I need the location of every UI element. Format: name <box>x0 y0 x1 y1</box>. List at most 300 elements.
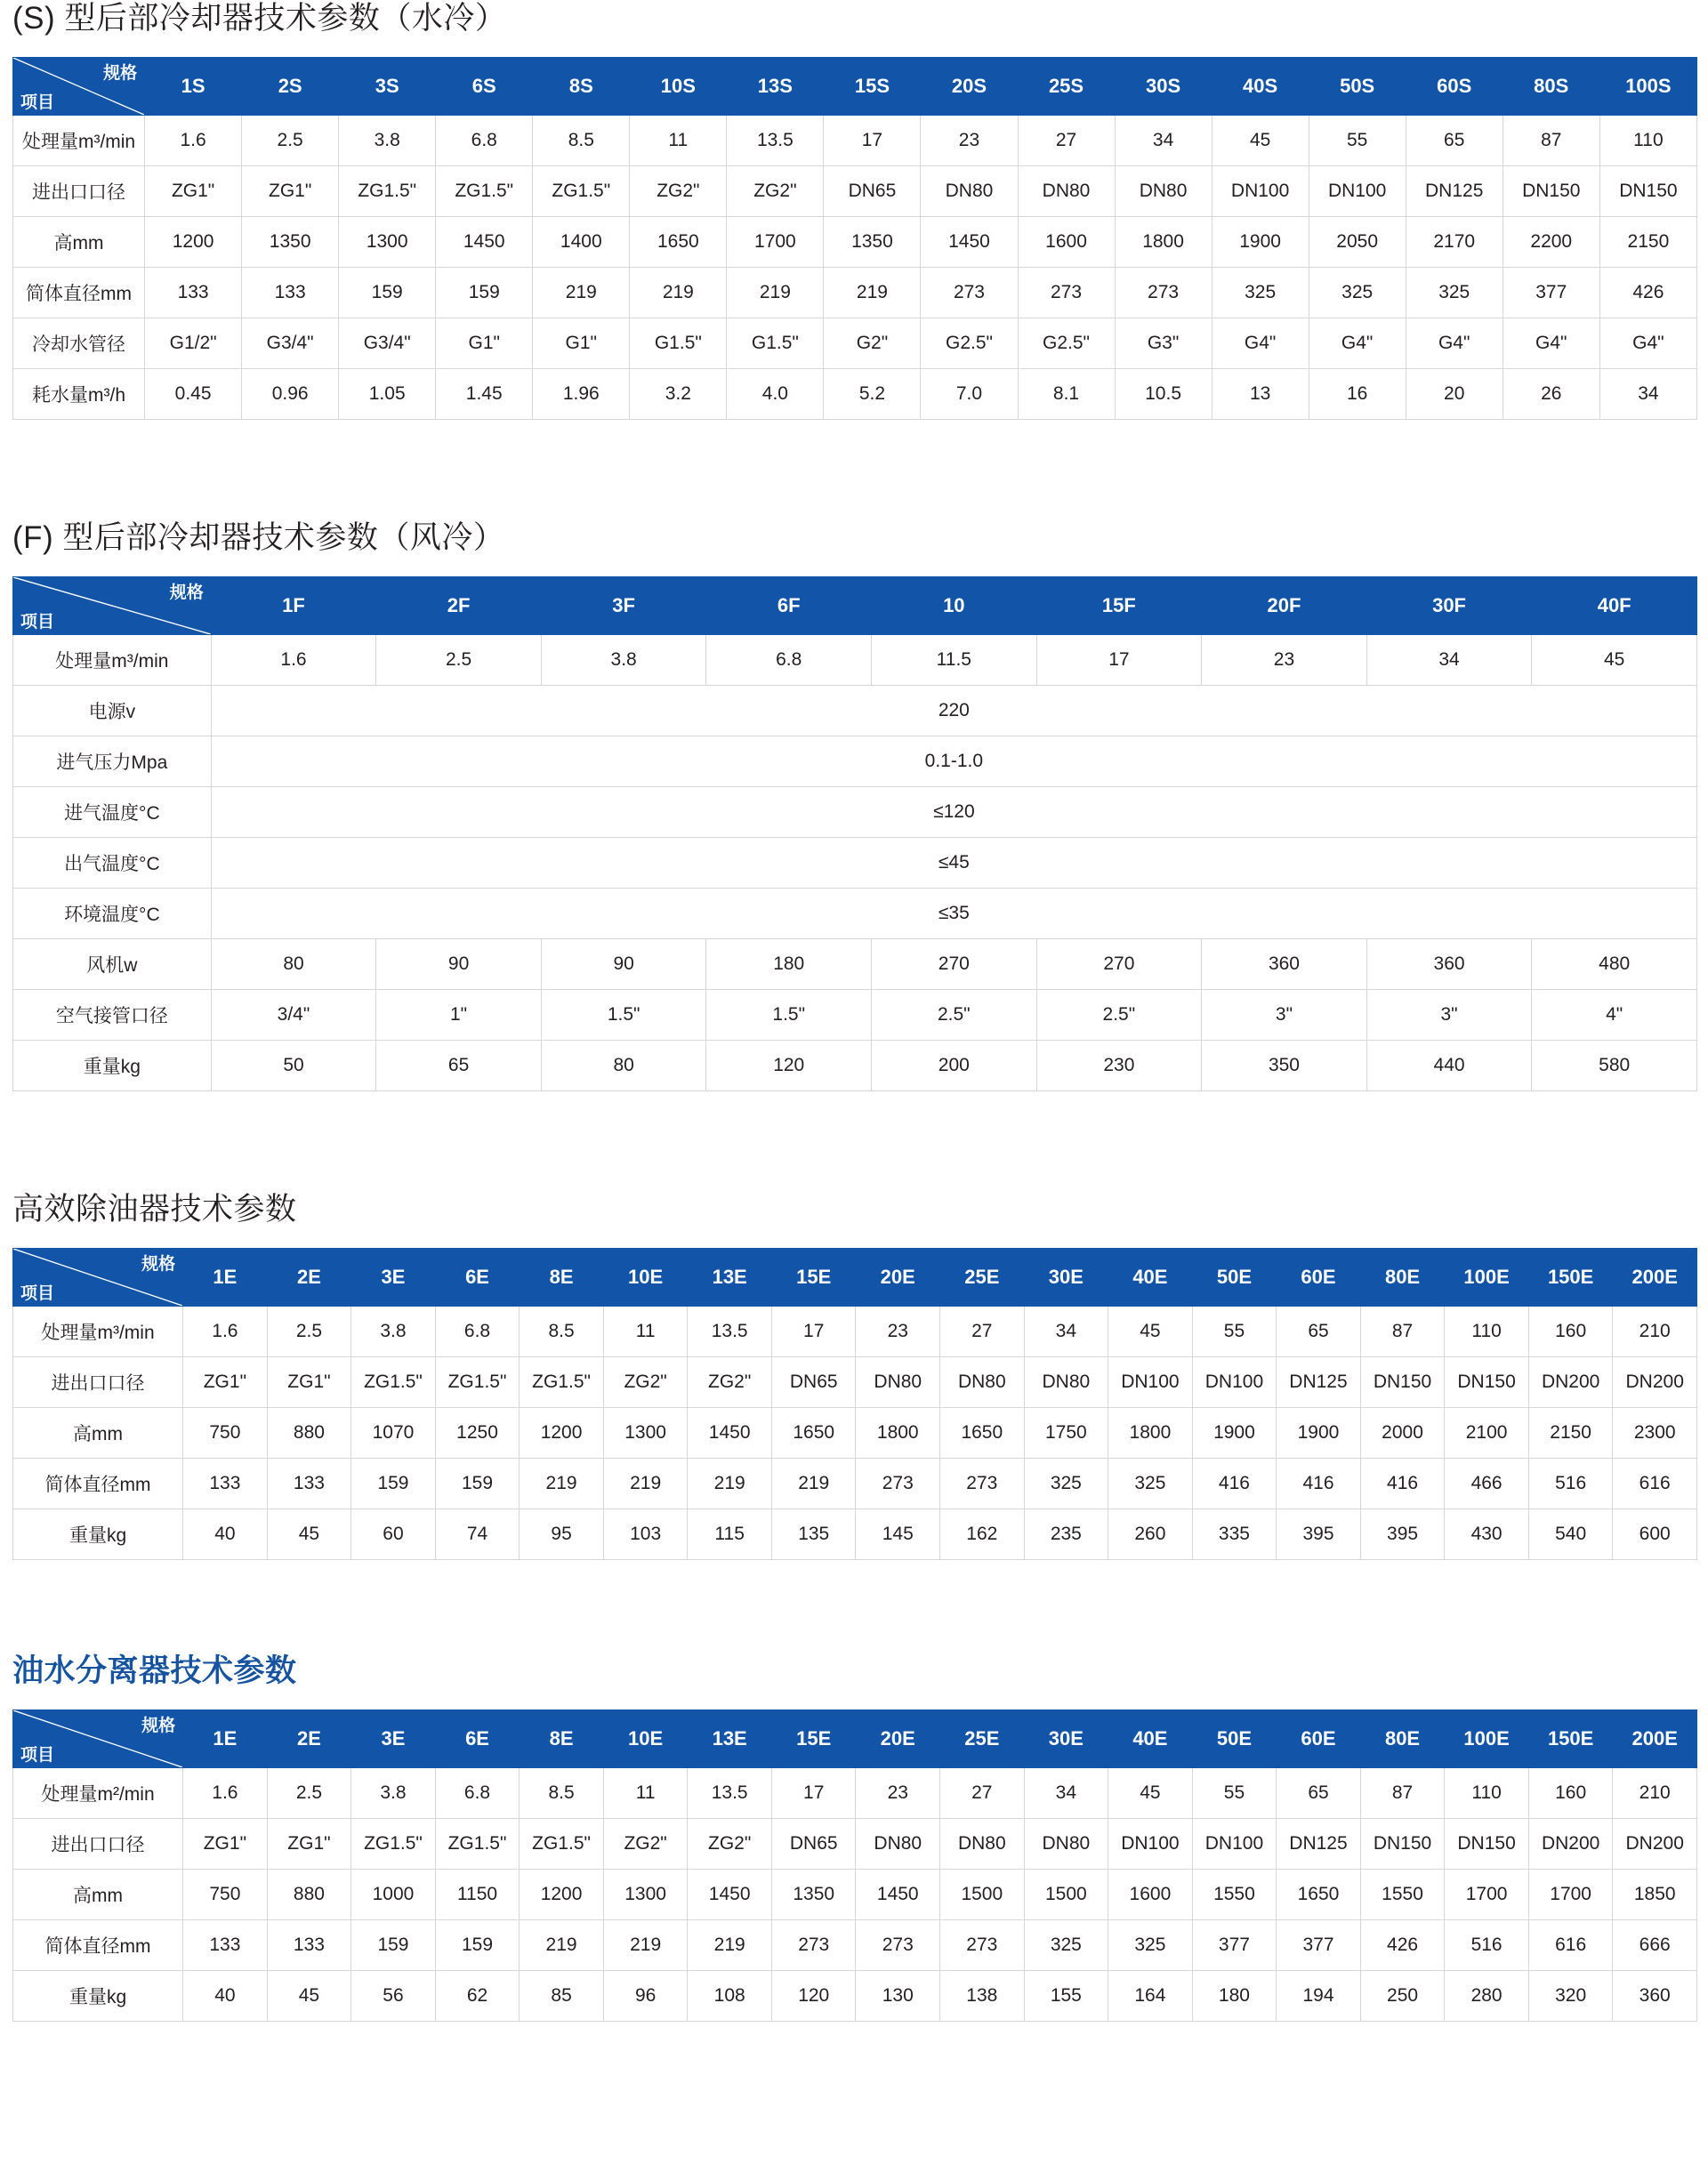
table-cell: 325 <box>1309 268 1406 318</box>
row-label: 出气温度°C <box>13 838 212 889</box>
table-cell: 1.6 <box>183 1307 268 1357</box>
table-cell: 3" <box>1366 990 1532 1041</box>
table-cell: 110 <box>1445 1307 1529 1357</box>
table-row <box>13 990 1697 1041</box>
table-cell: 273 <box>856 1459 940 1509</box>
table-cell: 34 <box>1366 635 1532 686</box>
table-cell: 430 <box>1445 1509 1529 1560</box>
header-item-label: 项目 <box>20 1746 55 1765</box>
table-cell: 1200 <box>145 217 242 268</box>
header-corner-cell <box>13 58 145 116</box>
row-label: 空气接管口径 <box>13 990 212 1041</box>
row-label: 高mm <box>13 1408 183 1459</box>
table-cell: 74 <box>435 1509 520 1560</box>
column-header: 25E <box>940 1249 1025 1307</box>
table-cell: 27 <box>1018 116 1115 166</box>
table-cell: 23 <box>856 1307 940 1357</box>
table-cell: 45 <box>267 1509 351 1560</box>
table-cell: G4" <box>1406 318 1503 369</box>
table-cell: 395 <box>1360 1509 1445 1560</box>
column-header: 10E <box>603 1249 688 1307</box>
table-cell: G3" <box>1115 318 1212 369</box>
table-cell: 1200 <box>520 1408 604 1459</box>
table-cell: 219 <box>520 1459 604 1509</box>
table-cell: 1550 <box>1360 1870 1445 1920</box>
table-cell: G1" <box>436 318 533 369</box>
table-cell: 87 <box>1360 1307 1445 1357</box>
table-row <box>13 736 1697 787</box>
table-cell: 880 <box>267 1408 351 1459</box>
table-row <box>13 166 1697 217</box>
table-cell: DN150 <box>1360 1357 1445 1408</box>
table-cell: ZG1.5" <box>339 166 436 217</box>
table-cell: 1.05 <box>339 369 436 420</box>
table-cell: ZG1" <box>267 1357 351 1408</box>
table-cell: 120 <box>771 1971 856 2022</box>
table-cell: 426 <box>1360 1920 1445 1971</box>
table-cell: 1300 <box>339 217 436 268</box>
row-label: 处理量m³/min <box>13 1307 183 1357</box>
table-cell: 17 <box>1036 635 1202 686</box>
header-spec-label: 规格 <box>169 583 204 602</box>
column-header: 6S <box>436 58 533 116</box>
column-header: 10 <box>872 577 1037 635</box>
table-cell: 8.5 <box>520 1307 604 1357</box>
table-cell: 1650 <box>940 1408 1025 1459</box>
table-row <box>13 1768 1697 1819</box>
table-cell: 27 <box>940 1307 1025 1357</box>
table-row <box>13 318 1697 369</box>
column-header: 13E <box>688 1710 772 1768</box>
table-cell: DN100 <box>1309 166 1406 217</box>
table-cell: 110 <box>1599 116 1696 166</box>
column-header: 8E <box>520 1710 604 1768</box>
table-cell: 55 <box>1192 1307 1277 1357</box>
table-cell: 1.96 <box>533 369 630 420</box>
table-cell: 45 <box>1212 116 1309 166</box>
table-cell: 162 <box>940 1509 1025 1560</box>
table-cell: 45 <box>267 1971 351 2022</box>
column-header: 20E <box>856 1249 940 1307</box>
column-header: 40E <box>1108 1710 1193 1768</box>
table-cell: 2.5 <box>267 1307 351 1357</box>
table-cell: G1.5" <box>630 318 727 369</box>
table-cell: DN80 <box>1024 1357 1108 1408</box>
table-cell: 2.5" <box>872 990 1037 1041</box>
table-cell: 750 <box>183 1408 268 1459</box>
table-cell: 27 <box>940 1768 1025 1819</box>
table-cell: 1200 <box>520 1870 604 1920</box>
table-cell: 325 <box>1406 268 1503 318</box>
table-cell: ZG2" <box>727 166 824 217</box>
table-cell: 13 <box>1212 369 1309 420</box>
table-cell: 273 <box>771 1920 856 1971</box>
table-cell: 1450 <box>856 1870 940 1920</box>
table-cell: 3" <box>1202 990 1367 1041</box>
table-cell: 115 <box>688 1509 772 1560</box>
table-cell: 159 <box>339 268 436 318</box>
table-cell: 16 <box>1309 369 1406 420</box>
table-cell: 325 <box>1108 1459 1193 1509</box>
table-cell: 2200 <box>1503 217 1599 268</box>
table-cell: 325 <box>1108 1920 1193 1971</box>
table-cell: 1300 <box>603 1408 688 1459</box>
table-cell: G1/2" <box>145 318 242 369</box>
table-cell: 235 <box>1024 1509 1108 1560</box>
column-header: 8S <box>533 58 630 116</box>
table-cell: 580 <box>1532 1041 1697 1091</box>
table-cell: ZG1.5" <box>520 1819 604 1870</box>
table-row <box>13 1971 1697 2022</box>
table-cell: DN150 <box>1599 166 1696 217</box>
table-cell: 1450 <box>436 217 533 268</box>
table-cell: 103 <box>603 1509 688 1560</box>
table-cell: 4.0 <box>727 369 824 420</box>
table-cell: 133 <box>183 1920 268 1971</box>
table-cell-merged: 220 <box>211 686 1696 736</box>
table-cell: 155 <box>1024 1971 1108 2022</box>
table-cell: 426 <box>1599 268 1696 318</box>
table-cell: DN200 <box>1613 1819 1697 1870</box>
column-header: 200E <box>1613 1710 1697 1768</box>
row-label: 进出口口径 <box>13 166 145 217</box>
table-cell: 50 <box>211 1041 376 1091</box>
table-cell: 20 <box>1406 369 1503 420</box>
column-header: 200E <box>1613 1249 1697 1307</box>
table-cell: ZG1.5" <box>436 166 533 217</box>
table-cell: 90 <box>376 939 542 990</box>
table-cell: 194 <box>1277 1971 1361 2022</box>
table-header-row <box>13 1710 1697 1768</box>
column-header: 40S <box>1212 58 1309 116</box>
table-cell: 273 <box>940 1920 1025 1971</box>
page-title-oil-water-separator: 油水分离器技术参数 <box>12 1653 297 1688</box>
column-header: 15S <box>824 58 921 116</box>
table-cell: 34 <box>1115 116 1212 166</box>
table-cell: 1500 <box>1024 1870 1108 1920</box>
table-cell: 440 <box>1366 1041 1532 1091</box>
table-cell: DN200 <box>1528 1819 1613 1870</box>
column-header: 60E <box>1277 1249 1361 1307</box>
table-cell: 616 <box>1528 1920 1613 1971</box>
table-cell: 133 <box>267 1459 351 1509</box>
column-header: 1F <box>211 577 376 635</box>
table-cell: 17 <box>824 116 921 166</box>
table-cell: 180 <box>1192 1971 1277 2022</box>
table-cell: 1600 <box>1018 217 1115 268</box>
column-header: 15E <box>771 1710 856 1768</box>
table-cell: 2150 <box>1528 1408 1613 1459</box>
table-cell: DN65 <box>771 1819 856 1870</box>
table-cell: 1650 <box>1277 1870 1361 1920</box>
column-header: 60E <box>1277 1710 1361 1768</box>
table-cell: 65 <box>1277 1307 1361 1357</box>
table-cell: 1350 <box>771 1870 856 1920</box>
table-cell: 80 <box>541 1041 706 1091</box>
table-cell: 219 <box>520 1920 604 1971</box>
table-cell: 2.5 <box>267 1768 351 1819</box>
column-header: 6F <box>706 577 872 635</box>
column-header: 20E <box>856 1710 940 1768</box>
row-label: 简体直径mm <box>13 268 145 318</box>
table-cell: 159 <box>351 1459 436 1509</box>
table-cell: 65 <box>1277 1768 1361 1819</box>
column-header: 25S <box>1018 58 1115 116</box>
table-cell: 87 <box>1503 116 1599 166</box>
table-cell: 219 <box>688 1459 772 1509</box>
column-header: 1E <box>183 1249 268 1307</box>
table-cell: G4" <box>1503 318 1599 369</box>
table-cell: 138 <box>940 1971 1025 2022</box>
table-cell: 1.6 <box>183 1768 268 1819</box>
table-cell: G4" <box>1212 318 1309 369</box>
table-cell: 260 <box>1108 1509 1193 1560</box>
table-cell: DN150 <box>1445 1819 1529 1870</box>
table-cell: 1750 <box>1024 1408 1108 1459</box>
table-cell: 1900 <box>1192 1408 1277 1459</box>
header-item-label: 项目 <box>20 613 55 632</box>
table-cell: DN150 <box>1503 166 1599 217</box>
table-cell: DN80 <box>1024 1819 1108 1870</box>
table-cell: DN80 <box>856 1357 940 1408</box>
table-cell: ZG1.5" <box>520 1357 604 1408</box>
table-row <box>13 889 1697 939</box>
table-cell: DN65 <box>771 1357 856 1408</box>
column-header: 1E <box>183 1710 268 1768</box>
table-cell: G4" <box>1309 318 1406 369</box>
table-cell: G4" <box>1599 318 1696 369</box>
table-cell: 273 <box>1115 268 1212 318</box>
table-row <box>13 686 1697 736</box>
table-cell: 1.45 <box>436 369 533 420</box>
header-spec-label: 规格 <box>103 64 138 83</box>
table-cell: 273 <box>1018 268 1115 318</box>
column-header: 50E <box>1192 1710 1277 1768</box>
table-cell: 160 <box>1528 1768 1613 1819</box>
table-cell: ZG1" <box>242 166 339 217</box>
table-cell: G3/4" <box>242 318 339 369</box>
table-cell-merged: ≤120 <box>211 787 1696 838</box>
table-row <box>13 1357 1697 1408</box>
column-header: 10E <box>603 1710 688 1768</box>
table-cell: 11.5 <box>872 635 1037 686</box>
column-header: 30S <box>1115 58 1212 116</box>
table-cell: 23 <box>1202 635 1367 686</box>
table-cell: 325 <box>1212 268 1309 318</box>
table-cell: 880 <box>267 1870 351 1920</box>
table-cell: 4" <box>1532 990 1697 1041</box>
column-header: 100S <box>1599 58 1696 116</box>
table-cell: 3.2 <box>630 369 727 420</box>
table-header-row <box>13 58 1697 116</box>
table-cell: 17 <box>771 1768 856 1819</box>
table-cell: 200 <box>872 1041 1037 1091</box>
table-cell: 23 <box>856 1768 940 1819</box>
table-cell: 273 <box>921 268 1018 318</box>
table-row <box>13 1041 1697 1091</box>
table-cell: ZG2" <box>603 1819 688 1870</box>
table-cell: ZG1.5" <box>435 1819 520 1870</box>
table-header-row <box>13 577 1697 635</box>
table-cell: 13.5 <box>688 1768 772 1819</box>
table-cell: 135 <box>771 1509 856 1560</box>
table-cell: 45 <box>1108 1768 1193 1819</box>
table-cell: ZG1.5" <box>351 1357 436 1408</box>
table-cell: DN150 <box>1360 1819 1445 1870</box>
table-cell: 1.5" <box>541 990 706 1041</box>
table-cell: 96 <box>603 1971 688 2022</box>
table-cell: 1850 <box>1613 1870 1697 1920</box>
table-cell: 8.5 <box>533 116 630 166</box>
row-label: 简体直径mm <box>13 1920 183 1971</box>
table-cell: DN80 <box>940 1819 1025 1870</box>
table-cell: 1350 <box>242 217 339 268</box>
table-cell: 335 <box>1192 1509 1277 1560</box>
table-row <box>13 635 1697 686</box>
table-cell: 11 <box>603 1307 688 1357</box>
table-cell: 219 <box>603 1459 688 1509</box>
table-cell: G2" <box>824 318 921 369</box>
table-f-type <box>12 576 1697 1091</box>
column-header: 1S <box>145 58 242 116</box>
column-header: 100E <box>1445 1249 1529 1307</box>
table-row <box>13 1459 1697 1509</box>
row-label: 高mm <box>13 1870 183 1920</box>
table-cell: 45 <box>1108 1307 1193 1357</box>
table-cell: 416 <box>1192 1459 1277 1509</box>
table-cell: 26 <box>1503 369 1599 420</box>
table-cell: 10.5 <box>1115 369 1212 420</box>
table-cell-merged: ≤35 <box>211 889 1696 939</box>
table-cell: 1700 <box>1528 1870 1613 1920</box>
table-cell: 55 <box>1192 1768 1277 1819</box>
table-cell: 1.5" <box>706 990 872 1041</box>
table-cell: 273 <box>940 1459 1025 1509</box>
table-cell: 145 <box>856 1509 940 1560</box>
table-cell: 133 <box>267 1920 351 1971</box>
column-header: 25E <box>940 1710 1025 1768</box>
table-cell: 250 <box>1360 1971 1445 2022</box>
table-cell: 110 <box>1445 1768 1529 1819</box>
table-cell: 11 <box>603 1768 688 1819</box>
column-header: 3S <box>339 58 436 116</box>
table-cell: 1450 <box>688 1408 772 1459</box>
column-header: 50S <box>1309 58 1406 116</box>
table-cell: DN65 <box>824 166 921 217</box>
header-item-label: 项目 <box>20 1284 55 1303</box>
table-cell: 40 <box>183 1509 268 1560</box>
table-cell: G2.5" <box>921 318 1018 369</box>
table-cell: 273 <box>856 1920 940 1971</box>
table-cell: 6.8 <box>436 116 533 166</box>
table-cell: DN125 <box>1277 1819 1361 1870</box>
column-header: 3E <box>351 1710 436 1768</box>
table-cell: 2170 <box>1406 217 1503 268</box>
table-cell: DN100 <box>1192 1357 1277 1408</box>
column-header: 30E <box>1024 1249 1108 1307</box>
table-cell: 159 <box>435 1920 520 1971</box>
row-label: 进出口口径 <box>13 1819 183 1870</box>
table-row <box>13 838 1697 889</box>
table-cell: 2.5" <box>1036 990 1202 1041</box>
column-header: 80S <box>1503 58 1599 116</box>
row-label: 重量kg <box>13 1041 212 1091</box>
table-cell: DN80 <box>921 166 1018 217</box>
table-cell: 159 <box>436 268 533 318</box>
column-header: 8E <box>520 1249 604 1307</box>
column-header: 6E <box>435 1249 520 1307</box>
table-cell: 34 <box>1024 1768 1108 1819</box>
table-cell: 180 <box>706 939 872 990</box>
table-cell: 1700 <box>727 217 824 268</box>
table-cell: 230 <box>1036 1041 1202 1091</box>
table-cell: 1500 <box>940 1870 1025 1920</box>
table-cell: DN100 <box>1108 1819 1193 1870</box>
table-cell: 1350 <box>824 217 921 268</box>
table-cell: G3/4" <box>339 318 436 369</box>
column-header: 40F <box>1532 577 1697 635</box>
table-cell: ZG1.5" <box>351 1819 436 1870</box>
table-cell: 45 <box>1532 635 1697 686</box>
table-cell: ZG2" <box>630 166 727 217</box>
table-cell: 11 <box>630 116 727 166</box>
row-label: 风机w <box>13 939 212 990</box>
table-s-type <box>12 57 1697 420</box>
table-cell: 1700 <box>1445 1870 1529 1920</box>
table-cell: 219 <box>603 1920 688 1971</box>
table-cell: 17 <box>771 1307 856 1357</box>
page-title-oil-remover: 高效除油器技术参数 <box>12 1192 297 1227</box>
table-cell: 6.8 <box>435 1768 520 1819</box>
table-cell: 56 <box>351 1971 436 2022</box>
header-corner-cell <box>13 577 212 635</box>
table-cell: 133 <box>242 268 339 318</box>
table-cell: 164 <box>1108 1971 1193 2022</box>
column-header: 30E <box>1024 1710 1108 1768</box>
table-cell: 6.8 <box>706 635 872 686</box>
table-cell: 219 <box>688 1920 772 1971</box>
table-cell: 133 <box>183 1459 268 1509</box>
table-cell: 219 <box>824 268 921 318</box>
column-header: 80E <box>1360 1710 1445 1768</box>
table-cell: ZG1" <box>145 166 242 217</box>
column-header: 15E <box>771 1249 856 1307</box>
table-cell: 219 <box>533 268 630 318</box>
row-label: 耗水量m³/h <box>13 369 145 420</box>
table-cell: 5.2 <box>824 369 921 420</box>
column-header: 150E <box>1528 1710 1613 1768</box>
table-cell: 270 <box>1036 939 1202 990</box>
table-cell: 1450 <box>921 217 1018 268</box>
table-cell: 2000 <box>1360 1408 1445 1459</box>
table-cell: 1150 <box>435 1870 520 1920</box>
table-cell: 540 <box>1528 1509 1613 1560</box>
table-cell: G1" <box>533 318 630 369</box>
table-cell: 3.8 <box>351 1307 436 1357</box>
table-cell: 159 <box>435 1459 520 1509</box>
row-label: 冷却水管径 <box>13 318 145 369</box>
table-cell: 55 <box>1309 116 1406 166</box>
header-corner-cell <box>13 1710 183 1768</box>
table-cell: 3.8 <box>339 116 436 166</box>
table-row <box>13 1819 1697 1870</box>
table-cell: 325 <box>1024 1920 1108 1971</box>
table-cell: 416 <box>1360 1459 1445 1509</box>
table-cell: 210 <box>1613 1307 1697 1357</box>
table-cell: 219 <box>630 268 727 318</box>
table-cell: DN100 <box>1192 1819 1277 1870</box>
table-cell: DN80 <box>1115 166 1212 217</box>
